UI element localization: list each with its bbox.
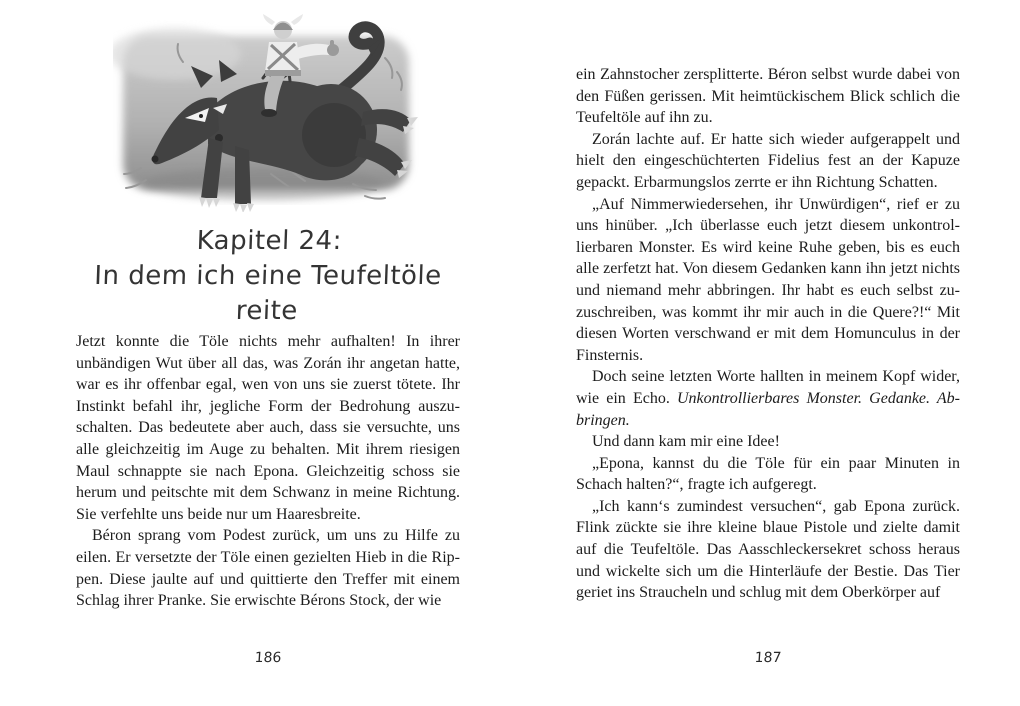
- paragraph: „Auf Nimmerwiedersehen, ihr Unwürdigen“, rief er zu uns hinüber. „Ich überlasse euch jetzt diesem unkontrollierbaren Monster. Es wird keine Ruhe geben, bis es euch alle zerfetzt hat. Von diesem Gedanken kann ihn jetzt nichts und niemand mehr abbringen. Ihr habt es euch selbst zuzuschreiben, was kommt ihr mir auch in die Quere?!“ Mit diesen Worten verschwand er mit dem Homunculus in der Finsternis.: [576, 195, 960, 364]
- paragraph: Zorán lachte auf. Er hatte sich wieder aufgerappelt und hielt den eingeschüchterten Fidelius fest an der Kapuze gepackt. Erbarmungslos zerrte er ihn Richtung Schatten.: [576, 130, 960, 191]
- italic-text-run: Unkontrollierbares Monster. Gedanke. Abbringen.: [576, 389, 960, 429]
- chapter-illustration: [113, 12, 419, 212]
- paragraph: [576, 366, 960, 431]
- paragraph: Und dann kam mir eine Idee!: [592, 433, 780, 451]
- chapter-heading: [74, 224, 462, 329]
- page-number-left: 186: [254, 650, 282, 666]
- left-page-body-text: [76, 331, 460, 612]
- text-run: Doch seine letzten Worte hallten in meinem Kopf wider, wie ein Echo.: [576, 368, 960, 407]
- right-page: [576, 0, 960, 706]
- page-number-right: 187: [754, 650, 782, 666]
- boy-riding-beast-drawing: [113, 12, 419, 212]
- paragraph: Jetzt konnte die Töle nichts mehr aufhalten! In ihrer unbändigen Wut über all das, was Zorán ihr angetan hatte, war es ihr offenbar egal, wen von uns sie zuerst tötete. Ihr Instinkt befahl ihr, jegliche Form der Bedrohung auszuschalten. Das bedeutete aber auch, dass sie versuchte, uns alle gleichzeitig im Auge zu behalten. Mit ihrem riesigen Maul schnappte sie nach Epona. Gleichzeitig schoss sie herum und peitschte mit dem Schwanz in meine Richtung. Sie verfehlte uns beide nur um Haaresbreite.: [76, 333, 460, 523]
- left-page: [76, 0, 460, 706]
- paragraph: „Ich kann‘s zumindest versuchen“, gab Epona zurück. Flink zückte sie ihre kleine blaue Pistole und zielte damit auf die Teufeltöle. Das Aasschleckersekret schoss heraus und wickelte sich um die Hinterläufe der Bestie. Das Tier geriet ins Straucheln und schlug mit dem Oberkörper auf: [576, 497, 960, 602]
- chapter-heading-line1: Kapitel 24:: [196, 226, 343, 256]
- chapter-heading-line2: In dem ich eine Teufeltöle reite: [93, 261, 443, 326]
- paragraph: „Epona, kannst du die Töle für ein paar Minuten in Schach halten?“, fragte ich aufgeregt.: [576, 454, 960, 494]
- right-page-body-text: [576, 64, 960, 604]
- paragraph: Béron sprang vom Podest zurück, um uns zu Hilfe zu eilen. Er versetzte der Töle einen gezielten Hieb in die Rippen. Diese jaulte auf und quittierte den Treffer mit einem Schlag ihrer Pranke. Sie erwischte Bérons Stock, der wie: [76, 527, 460, 610]
- paragraph: ein Zahnstocher zersplitterte. Béron selbst wurde dabei von den Füßen gerissen. Mit heimtückischem Blick schlich die Teufeltöle auf ihn zu.: [576, 66, 960, 127]
